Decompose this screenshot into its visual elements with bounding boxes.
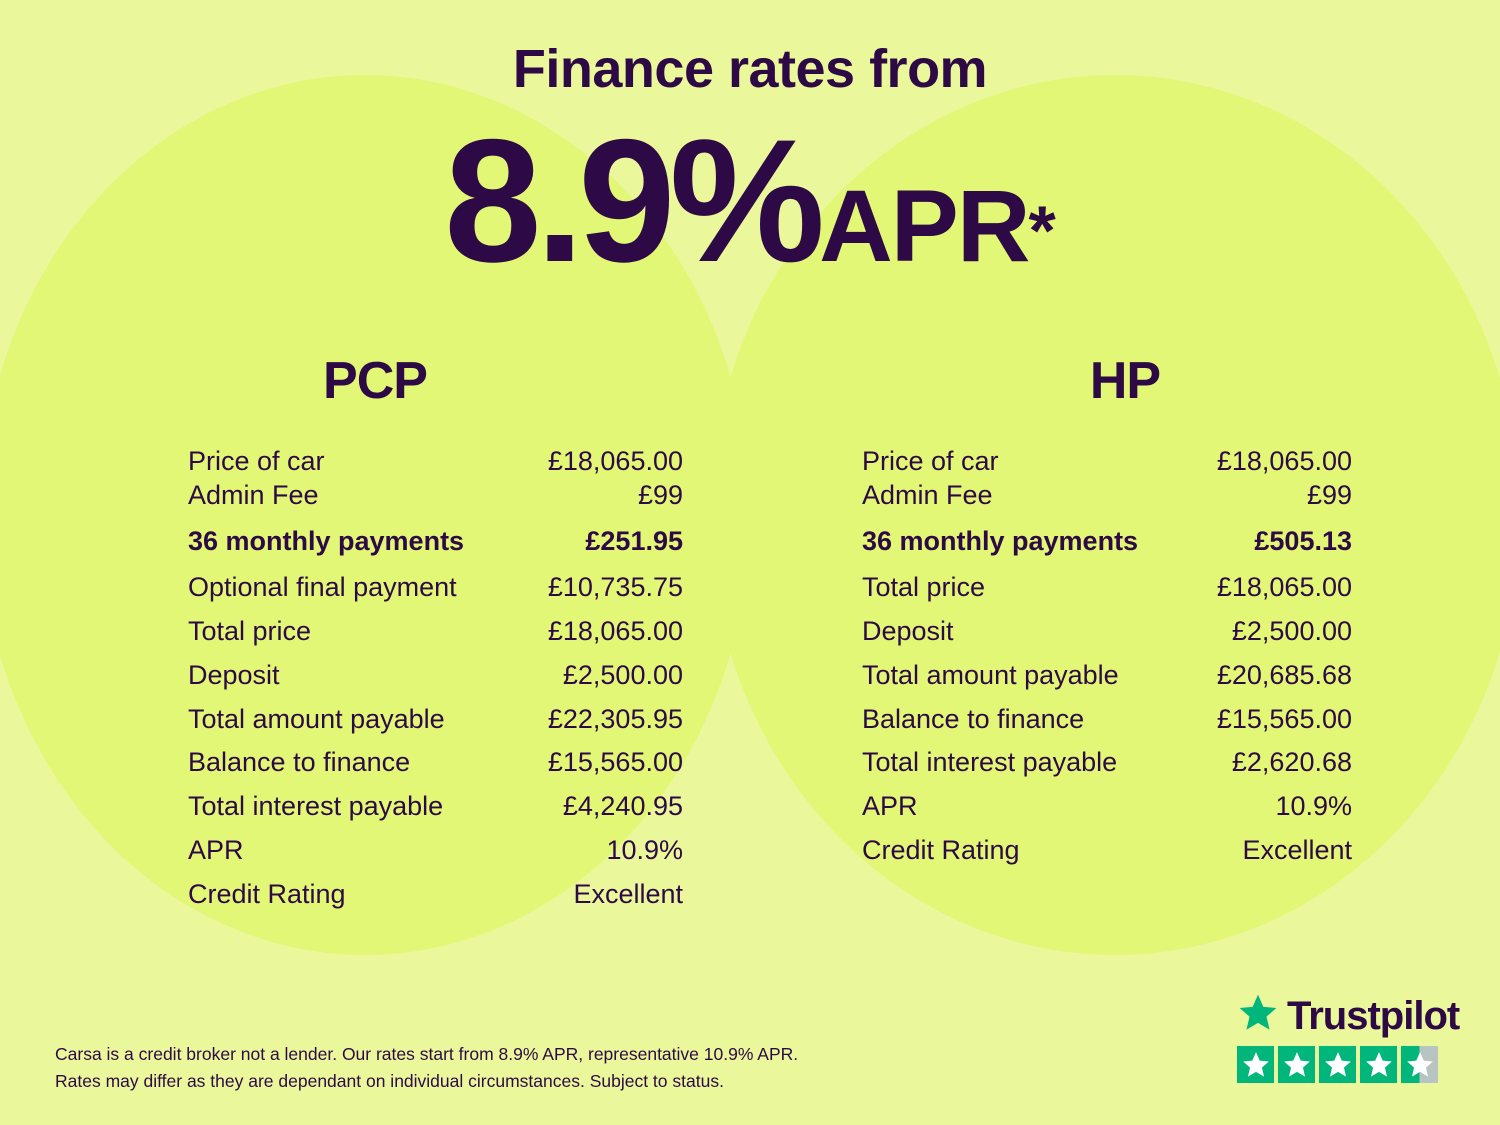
row-value: £99 (637, 479, 683, 510)
table-row (862, 479, 1352, 513)
row-label: Total interest payable (862, 747, 1118, 778)
row-value: £2,500.00 (562, 659, 683, 690)
page-title: Finance rates from (512, 39, 988, 99)
row-label: 36 monthly payments (188, 525, 465, 556)
row-value: £18,065.00 (547, 446, 683, 476)
row-value: £18,065.00 (1216, 572, 1352, 603)
row-label: APR (862, 791, 918, 821)
row-label: Price of car (862, 446, 999, 476)
row-label: Total price (188, 616, 312, 646)
row-value: £99 (1306, 479, 1352, 510)
row-label: Credit Rating (862, 834, 1020, 865)
apr-asterisk: * (1028, 191, 1056, 270)
table-row (188, 566, 683, 610)
trustpilot-header (1237, 993, 1460, 1038)
table-row (862, 698, 1352, 742)
row-label: Optional final payment (188, 572, 457, 603)
table-row (188, 785, 683, 829)
row-value: 10.9% (606, 834, 683, 865)
row-label: Admin Fee (862, 479, 993, 510)
row-value: £18,065.00 (547, 616, 683, 646)
table-row (188, 445, 683, 479)
legal-footnote (55, 1041, 798, 1095)
table-row (862, 566, 1352, 610)
column-title-hp: HP (1089, 352, 1161, 410)
row-value: £18,065.00 (1216, 446, 1352, 476)
table-row (862, 741, 1352, 785)
table-row (188, 610, 683, 654)
row-value: £2,620.68 (1231, 747, 1352, 778)
finance-comparison-columns (0, 351, 1500, 916)
row-label: Deposit (188, 659, 280, 690)
rating-star-icon (1319, 1046, 1356, 1083)
row-value: £505.13 (1254, 525, 1352, 556)
table-row (862, 785, 1352, 829)
footnote-line-1: Carsa is a credit broker not a lender. Our rates start from 8.9% APR, representative 10.9% APR. (55, 1043, 799, 1064)
row-value: Excellent (1242, 834, 1352, 865)
row-label: Total amount payable (188, 703, 445, 734)
apr-headline (0, 104, 1500, 299)
finance-column-pcp (0, 351, 750, 916)
table-row (188, 741, 683, 785)
finance-table-hp (862, 445, 1352, 873)
apr-rate-value: 8.9% (444, 104, 820, 299)
row-label: Total price (862, 572, 986, 603)
row-label: Admin Fee (188, 479, 319, 510)
trustpilot-rating-stars (1237, 1046, 1452, 1083)
table-row (188, 698, 683, 742)
trustpilot-widget[interactable] (1237, 993, 1460, 1083)
row-label: Price of car (188, 446, 325, 476)
table-row (188, 829, 683, 873)
trustpilot-star-icon (1237, 993, 1279, 1038)
row-value: 10.9% (1275, 791, 1352, 821)
table-row-monthly-payments (188, 513, 683, 567)
rating-star-icon (1237, 1046, 1274, 1083)
table-row (188, 479, 683, 513)
row-label: Deposit (862, 616, 954, 646)
row-label: Total interest payable (188, 791, 444, 821)
row-value: Excellent (573, 878, 683, 909)
table-row (188, 873, 683, 917)
row-value: £20,685.68 (1216, 659, 1352, 690)
row-label: Balance to finance (862, 703, 1085, 734)
table-row (862, 829, 1352, 873)
rating-star-icon (1278, 1046, 1315, 1083)
apr-label: APR (819, 169, 1029, 283)
finance-column-hp (750, 351, 1500, 916)
row-value: £4,240.95 (562, 791, 683, 821)
rating-star-icon (1360, 1046, 1397, 1083)
table-row (862, 654, 1352, 698)
table-row-monthly-payments (862, 513, 1352, 567)
row-value: £251.95 (585, 525, 683, 556)
trustpilot-name: Trustpilot (1287, 993, 1460, 1038)
finance-table-pcp (188, 445, 683, 916)
row-label: Total amount payable (862, 659, 1119, 690)
row-label: APR (188, 834, 244, 865)
row-value: £15,565.00 (1216, 703, 1352, 734)
row-label: Balance to finance (188, 747, 411, 778)
column-title-pcp: PCP (323, 352, 427, 410)
rating-star-half-icon (1401, 1046, 1438, 1083)
row-value: £2,500.00 (1231, 616, 1352, 646)
footnote-line-2: Rates may differ as they are dependant on individual circumstances. Subject to status. (55, 1070, 724, 1091)
table-row (862, 445, 1352, 479)
table-row (862, 610, 1352, 654)
row-label: 36 monthly payments (862, 525, 1139, 556)
table-row (188, 654, 683, 698)
row-value: £15,565.00 (547, 747, 683, 778)
row-label: Credit Rating (188, 878, 346, 909)
row-value: £22,305.95 (547, 703, 683, 734)
row-value: £10,735.75 (547, 572, 683, 603)
